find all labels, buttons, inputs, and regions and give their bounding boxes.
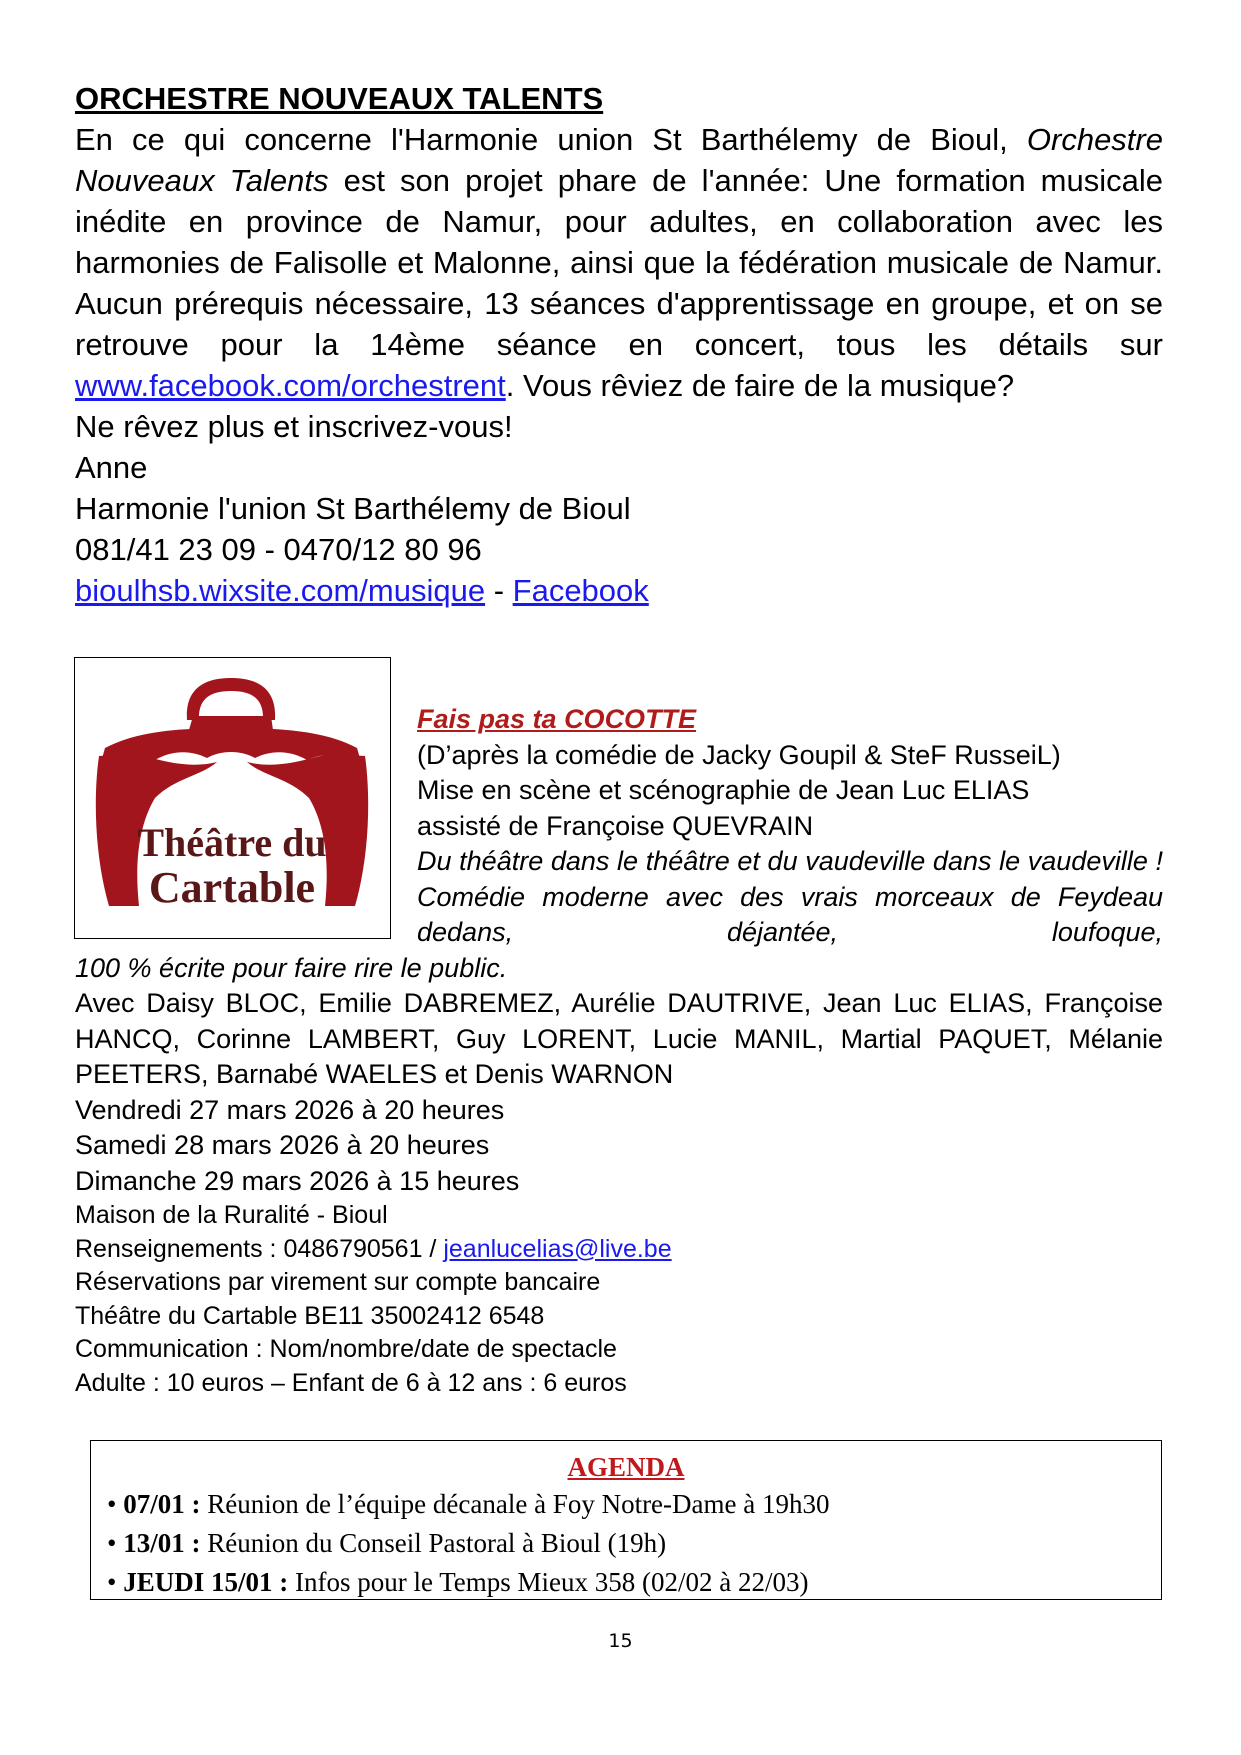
link-separator: - [485, 573, 513, 608]
website-link[interactable]: bioulhsb.wixsite.com/musique [75, 573, 486, 608]
agenda-title: AGENDA [567, 1452, 685, 1482]
play-credit-3: assisté de Françoise QUEVRAIN [417, 810, 814, 841]
agenda-date: 07/01 : [123, 1489, 201, 1519]
orchestre-paragraph [75, 119, 1163, 406]
bullet-icon: • [107, 1528, 117, 1558]
cast-list: Avec Daisy BLOC, Emilie DABREMEZ, Aurélie DAUTRIVE, Jean Luc ELIAS, Françoise HANCQ, Corinne LAMBERT, Guy LORENT, Lucie MANIL, Martial PAQUET, Mélanie PEETERS, Barnabé WAELES et Denis WARNON [75, 988, 1163, 1089]
date-1: Vendredi 27 mars 2026 à 20 heures [75, 1094, 505, 1125]
agenda-date: 13/01 : [123, 1528, 201, 1558]
links-line [75, 570, 1163, 611]
phone-numbers: 081/41 23 09 - 0470/12 80 96 [75, 532, 482, 567]
facebook-orchestrent-link[interactable]: www.facebook.com/orchestrent [75, 368, 506, 403]
communication: Communication : Nom/nombre/date de spectacle [75, 1335, 617, 1363]
play-description-end: 100 % écrite pour faire rire le public. [75, 952, 508, 983]
bullet-icon: • [107, 1489, 117, 1519]
orchestre-section [75, 78, 1163, 611]
date-3: Dimanche 29 mars 2026 à 15 heures [75, 1165, 520, 1196]
organization: Harmonie l'union St Barthélemy de Bioul [75, 491, 631, 526]
paragraph-text: En ce qui concerne l'Harmonie union St Barthélemy de Bioul, [75, 122, 1027, 157]
play-section [75, 702, 1163, 1400]
paragraph-end: . Vous rêviez de faire de la musique? [505, 368, 1015, 403]
page-number: 15 [608, 1630, 633, 1652]
email-link[interactable]: jeanlucelias@live.be [443, 1234, 672, 1263]
agenda-item [107, 1524, 1161, 1563]
agenda-text: Infos pour le Temps Mieux 358 (02/02 à 22/03) [288, 1567, 809, 1597]
section-title: ORCHESTRE NOUVEAUX TALENTS [75, 81, 604, 116]
play-credit-2: Mise en scène et scénographie de Jean Luc ELIAS [417, 775, 1030, 805]
agenda-box [90, 1440, 1162, 1600]
logo-text-line2: Cartable [148, 863, 316, 912]
prices: Adulte : 10 euros – Enfant de 6 à 12 ans : 6 euros [75, 1368, 627, 1397]
play-credit-1: (D’après la comédie de Jacky Goupil & SteF RusseiL) [417, 739, 1061, 770]
bullet-icon: • [107, 1567, 117, 1597]
info-label: Renseignements : 0486790561 / [75, 1234, 444, 1263]
agenda-item [107, 1485, 1161, 1524]
venue: Maison de la Ruralité - Bioul [75, 1201, 388, 1229]
agenda-text: Réunion de l’équipe décanale à Foy Notre-Dame à 19h30 [200, 1489, 830, 1519]
agenda-text: Réunion du Conseil Pastoral à Bioul (19h) [200, 1528, 667, 1558]
play-description: Du théâtre dans le théâtre et du vaudeville dans le vaudeville ! Comédie moderne avec des vrais morceaux de Feydeau dedans, déjantée, loufoque, [417, 846, 1163, 947]
info-line [75, 1233, 1163, 1267]
agenda-item [107, 1563, 1161, 1600]
signature: Anne [75, 450, 148, 485]
orchestra-name: Orchestre Nouveaux Talents [75, 122, 1163, 198]
paragraph-text-2: est son projet phare de l'année: Une formation musicale inédite en province de Namur, pour adultes, en collaboration avec les harmonies de Falisolle et Malonne, ainsi que la fédération musicale de Namur. Aucun prérequis nécessaire, 13 séances d'apprentissage en groupe, et on se retrouve pour la 14ème séance en concert, tous les détails sur [75, 163, 1163, 362]
play-title: Fais pas ta COCOTTE [417, 704, 697, 734]
logo-text-line1: Théâtre du [137, 820, 327, 865]
bank-account: Théâtre du Cartable BE11 35002412 6548 [75, 1301, 545, 1330]
date-2: Samedi 28 mars 2026 à 20 heures [75, 1130, 490, 1160]
reservation: Réservations par virement sur compte bancaire [75, 1268, 601, 1296]
facebook-link[interactable]: Facebook [512, 573, 649, 608]
call-to-action: Ne rêvez plus et inscrivez-vous! [75, 409, 513, 444]
agenda-date: JEUDI 15/01 : [123, 1567, 289, 1597]
